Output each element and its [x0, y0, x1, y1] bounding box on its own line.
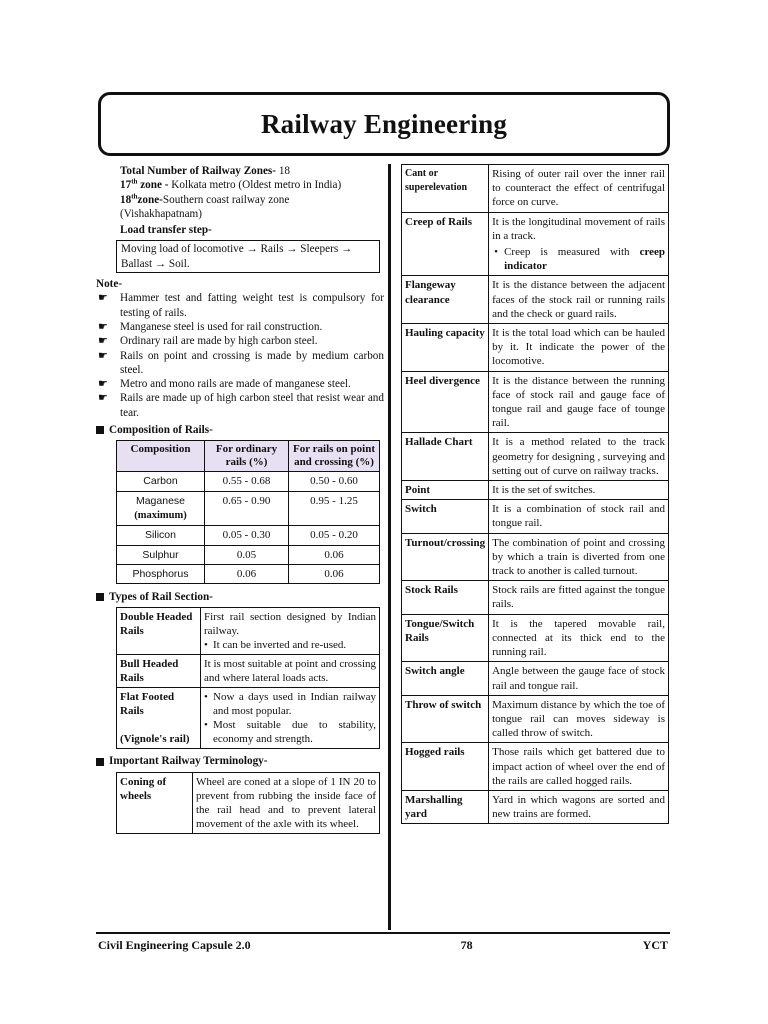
note-item	[96, 334, 384, 348]
term-key: Switch angle	[402, 662, 489, 695]
table-row	[117, 491, 380, 526]
zones-line	[120, 164, 384, 178]
composition-heading	[96, 423, 384, 437]
note-item	[96, 377, 384, 391]
term-key: Marshalling yard	[402, 790, 489, 823]
note-item	[96, 291, 384, 320]
ordinary-value: 0.65 - 0.90	[205, 491, 289, 526]
term-desc: Angle between the gauge face of stock rail and tongue rail.	[489, 662, 669, 695]
table-row	[402, 581, 669, 614]
composition-name: Carbon	[117, 472, 205, 491]
zone17-line	[120, 178, 384, 192]
column-header: For rails on point and crossing (%)	[289, 441, 380, 472]
pointing-hand-icon: ☛	[98, 392, 108, 405]
table-row	[402, 614, 669, 662]
table-row	[402, 500, 669, 533]
column-divider	[388, 164, 391, 930]
table-row	[402, 433, 669, 481]
term-desc: It is the total load which can be hauled by it. It indicate the power of the locomotive.	[489, 324, 669, 372]
crossing-value: 0.06	[289, 564, 380, 583]
table-row	[402, 533, 669, 581]
term-key: Hallade Chart	[402, 433, 489, 481]
term-desc: It is the set of switches.	[489, 481, 669, 500]
note-text: Hammer test and fatting weight test is compulsory for testing of rails.	[120, 292, 384, 319]
note-text: Rails on point and crossing is made by medium carbon steel.	[120, 349, 384, 376]
term-key: Switch	[402, 500, 489, 533]
section-desc: First rail section designed by Indian railway. • It can be inverted and re-used.	[201, 608, 380, 655]
square-bullet-icon	[96, 593, 104, 601]
footer-rule	[96, 932, 670, 934]
section-key: Double Headed Rails	[117, 608, 201, 655]
note-item	[96, 349, 384, 378]
footer	[98, 938, 668, 953]
zone18-word: coast	[206, 193, 230, 206]
terminology-heading	[96, 754, 384, 768]
note-text: Metro and mono rails are made of manganese steel.	[120, 378, 351, 391]
zone18-sup: th	[131, 191, 138, 200]
zones-value: 18	[278, 165, 290, 177]
term-key: Hogged rails	[402, 743, 489, 791]
term-desc: Yard in which wagons are sorted and new trains are formed.	[489, 790, 669, 823]
term-key: Creep of Rails	[402, 212, 489, 276]
pointing-hand-icon: ☛	[98, 292, 108, 305]
load-transfer-box: Moving load of locomotive → Rails → Sleepers → Ballast → Soil.	[116, 240, 380, 273]
page-title: Railway Engineering	[260, 108, 508, 139]
term-desc: Maximum distance by which the toe of tongue rail can moves sideway is called throw of switch.	[489, 695, 669, 743]
composition-name: Sulphur	[117, 545, 205, 564]
terminology-table-left	[116, 772, 380, 834]
table-row	[402, 790, 669, 823]
table-row	[117, 772, 380, 833]
zone18-num: 18	[120, 193, 132, 206]
composition-title: Composition of Rails-	[109, 424, 213, 437]
table-row	[402, 165, 669, 213]
zone18-word: railway	[231, 193, 266, 206]
table-header-row	[117, 441, 380, 472]
terminology-title: Important Railway Terminology-	[109, 755, 268, 768]
section-desc: It is most suitable at point and crossing and where lateral loads acts.	[201, 655, 380, 688]
term-desc: Wheel are coned at a slope of 1 IN 20 to prevent from rubbing the inside face of the rail head and to prevent lateral movement of the axle with its wheel.	[193, 772, 380, 833]
zone17-text: Kolkata metro (Oldest metro in India)	[171, 179, 342, 192]
table-row	[402, 276, 669, 324]
crossing-value: 0.05 - 0.20	[289, 526, 380, 545]
footer-publisher: YCT	[642, 938, 668, 952]
title-box	[98, 92, 670, 156]
table-row	[117, 608, 380, 655]
note-title: Note-	[96, 278, 123, 291]
pointing-hand-icon: ☛	[98, 320, 108, 333]
section-key: Bull Headed Rails	[117, 655, 201, 688]
term-key: Coning of wheels	[117, 772, 193, 833]
table-row	[117, 545, 380, 564]
types-heading	[96, 590, 384, 604]
load-transfer-label: Load transfer step-	[120, 224, 212, 237]
zone-stats	[120, 164, 384, 237]
table-row	[117, 564, 380, 583]
composition-name: Maganese (maximum)	[117, 491, 205, 526]
square-bullet-icon	[96, 426, 104, 434]
pointing-hand-icon: ☛	[98, 335, 108, 348]
term-key: Throw of switch	[402, 695, 489, 743]
crossing-value: 0.95 - 1.25	[289, 491, 380, 526]
table-row	[402, 743, 669, 791]
table-row	[402, 695, 669, 743]
ordinary-value: 0.05 - 0.30	[205, 526, 289, 545]
term-key: Hauling capacity	[402, 324, 489, 372]
pointing-hand-icon: ☛	[98, 378, 108, 391]
note-item	[96, 320, 384, 334]
ordinary-value: 0.55 - 0.68	[205, 472, 289, 491]
column-header: Composition	[117, 441, 205, 472]
bullet-point: • Now a days used in Indian railway and most popular.	[204, 690, 376, 718]
square-bullet-icon	[96, 758, 104, 766]
footer-book-title: Civil Engineering Capsule 2.0	[98, 938, 251, 952]
zone18-label: zone-	[137, 193, 163, 206]
term-desc: The combination of point and crossing by which a train is diverted from one track to another is called turnout.	[489, 533, 669, 581]
zone17-label: zone -	[140, 179, 169, 192]
crossing-value: 0.50 - 0.60	[289, 472, 380, 491]
table-row	[402, 212, 669, 276]
crossing-value: 0.06	[289, 545, 380, 564]
term-key: Point	[402, 481, 489, 500]
term-desc: It is the distance between the adjacent faces of the stock rail or running rails and the check or guard rails.	[489, 276, 669, 324]
zone17-num: 17	[120, 179, 132, 192]
term-desc: It is the distance between the running face of stock rail and gauge face of tongue rail and gauge face of tounge rail.	[489, 371, 669, 433]
right-column	[401, 164, 669, 824]
table-row	[402, 371, 669, 433]
composition-name: Phosphorus	[117, 564, 205, 583]
term-desc: It is the tapered movable rail, connected at its thick end to the running rail.	[489, 614, 669, 662]
table-row	[117, 655, 380, 688]
rail-section-table	[116, 607, 380, 749]
table-row	[402, 481, 669, 500]
left-column	[96, 164, 384, 834]
term-key: Cant or superelevation	[402, 165, 489, 213]
term-desc: Stock rails are fitted against the tongue rails.	[489, 581, 669, 614]
term-key: Tongue/Switch Rails	[402, 614, 489, 662]
types-title: Types of Rail Section-	[109, 591, 213, 604]
table-row	[117, 526, 380, 545]
term-desc: Rising of outer rail over the inner rail to counteract the effect of centrifugal force on curve.	[489, 165, 669, 213]
table-row	[402, 662, 669, 695]
term-desc: It is a combination of stock rail and tongue rail.	[489, 500, 669, 533]
term-key: Stock Rails	[402, 581, 489, 614]
table-row	[117, 472, 380, 491]
term-desc: Those rails which get battered due to impact action of wheel over the end of the rails are called hogged rails.	[489, 743, 669, 791]
zone18-word: zone	[268, 193, 290, 206]
column-header: For ordinary rails (%)	[205, 441, 289, 472]
bullet-point: • Most suitable due to stability, economy and strength.	[204, 718, 376, 746]
note-text: Ordinary rail are made by high carbon steel.	[120, 335, 318, 348]
term-desc: It is the longitudinal movement of rails in a track. • Creep is measured with creep indicator	[489, 212, 669, 276]
zone18-word: Southern	[162, 193, 204, 206]
zone17-sup: th	[131, 177, 138, 186]
composition-name: Silicon	[117, 526, 205, 545]
term-key: Flangeway clearance	[402, 276, 489, 324]
pointing-hand-icon: ☛	[98, 349, 108, 362]
zone18-line	[120, 193, 384, 207]
note-text: Rails are made up of high carbon steel that resist wear and tear.	[120, 392, 384, 419]
zone18-line2: (Vishakhapatnam)	[120, 207, 202, 220]
page-number: 78	[460, 938, 473, 952]
section-key: Flat Footed Rails (Vignole's rail)	[117, 688, 201, 749]
note-list	[96, 291, 384, 420]
term-key: Turnout/crossing	[402, 533, 489, 581]
bullet-point: • It can be inverted and re-used.	[204, 638, 376, 652]
ordinary-value: 0.06	[205, 564, 289, 583]
note-item	[96, 391, 384, 420]
term-key: Heel divergence	[402, 371, 489, 433]
table-row	[402, 324, 669, 372]
section-desc	[201, 688, 380, 749]
ordinary-value: 0.05	[205, 545, 289, 564]
terminology-table-right	[401, 164, 669, 824]
note-text: Manganese steel is used for rail construction.	[120, 320, 323, 333]
composition-table	[116, 440, 380, 584]
term-desc: It is a method related to the track geometry for designing , surveying and setting out of curve on railway tracks.	[489, 433, 669, 481]
bullet-point: • Creep is measured with creep indicator	[492, 245, 665, 273]
zones-label: Total Number of Railway Zones-	[120, 165, 277, 177]
table-row	[117, 688, 380, 749]
